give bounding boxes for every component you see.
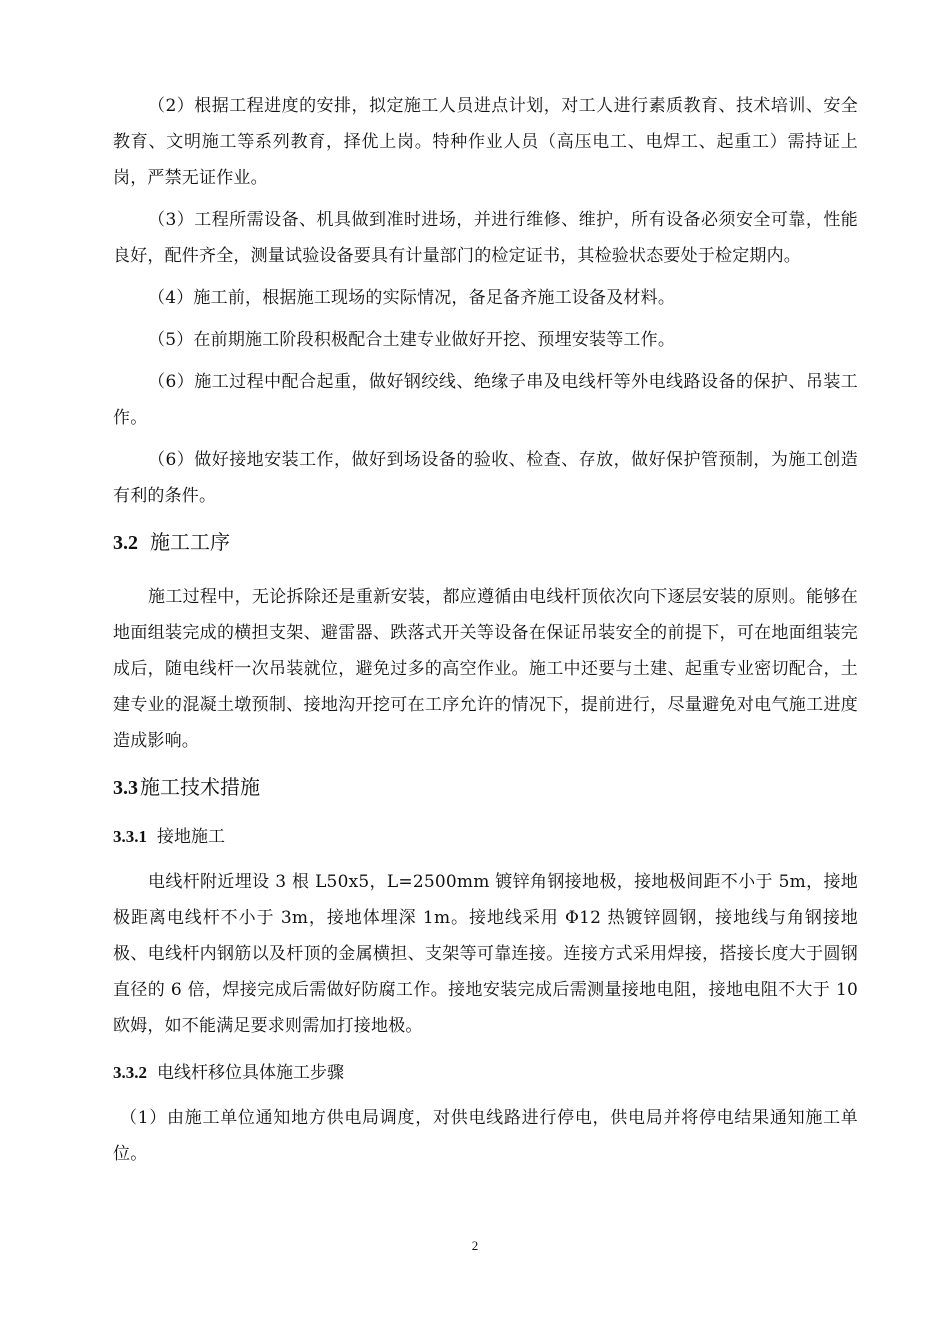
page-number: 2 [471, 1238, 479, 1253]
paragraph-item-3: （3）工程所需设备、机具做到准时进场，并进行维修、维护，所有设备必须安全可靠，性能良好，配件齐全，测量试验设备要具有计量部门的检定证书，其检验状态要处于检定期内。 [113, 210, 858, 266]
section-number: 3.3 [113, 777, 138, 799]
subsection-heading-3-3-2 [113, 1060, 858, 1086]
subsection-heading-3-3-1 [113, 824, 858, 850]
section-title: 施工工序 [150, 530, 230, 554]
paragraph-item-5: （5）在前期施工阶段积极配合土建专业做好开挖、预埋安装等工作。 [148, 330, 676, 350]
section-heading-3-2 [113, 528, 858, 557]
paragraph-item-4: （4）施工前，根据施工现场的实际情况，备足备齐施工设备及材料。 [148, 288, 676, 308]
paragraph-item-2: （2）根据工程进度的安排，拟定施工人员进点计划，对工人进行素质教育、技术培训、安全教育、文明施工等系列教育，择优上岗。特种作业人员（高压电工、电焊工、起重工）需持证上岗，严禁无证作业。 [113, 96, 858, 188]
page-content [113, 88, 858, 1178]
section-3-3-2-body: （1）由施工单位通知地方供电局调度，对供电线路进行停电，供电局并将停电结果通知施工单位。 [113, 1108, 858, 1164]
section-3-3-1-body: 电线杆附近埋设 3 根 L50x5，L=2500mm 镀锌角钢接地极，接地极间距不小于 5m，接地极距离电线杆不小于 3m，接地体埋深 1m。接地线采用 Φ12 热镀锌圆钢，接地线与角钢接地极、电线杆内钢筋以及杆顶的金属横担、支架等可靠连接。连接方式采用焊接，搭接长度大于圆钢直径的 6 倍，焊接完成后需做好防腐工作。接地安装完成后需测量接地电阻，接地电阻不大于 10 欧姆，如不能满足要求则需加打接地极。 [113, 872, 858, 1036]
subsection-title: 接地施工 [157, 827, 225, 847]
paragraph-item-6b: （6）做好接地安装工作，做好到场设备的验收、检查、存放，做好保护管预制，为施工创造有利的条件。 [113, 450, 858, 506]
subsection-title: 电线杆移位具体施工步骤 [157, 1063, 344, 1083]
paragraph-item-6a: （6）施工过程中配合起重，做好钢绞线、绝缘子串及电线杆等外电线路设备的保护、吊装工作。 [113, 372, 858, 428]
subsection-number: 3.3.2 [113, 1063, 147, 1082]
subsection-number: 3.3.1 [113, 827, 147, 846]
section-heading-3-3 [113, 773, 858, 802]
section-title: 施工技术措施 [140, 775, 260, 799]
section-number: 3.2 [113, 532, 138, 554]
section-3-2-body: 施工过程中，无论拆除还是重新安装，都应遵循由电线杆顶依次向下逐层安装的原则。能够在地面组装完成的横担支架、避雷器、跌落式开关等设备在保证吊装安全的前提下，可在地面组装完成后，随电线杆一次吊装就位，避免过多的高空作业。施工中还要与土建、起重专业密切配合，土建专业的混凝土墩预制、接地沟开挖可在工序允许的情况下，提前进行，尽量避免对电气施工进度造成影响。 [113, 587, 858, 751]
